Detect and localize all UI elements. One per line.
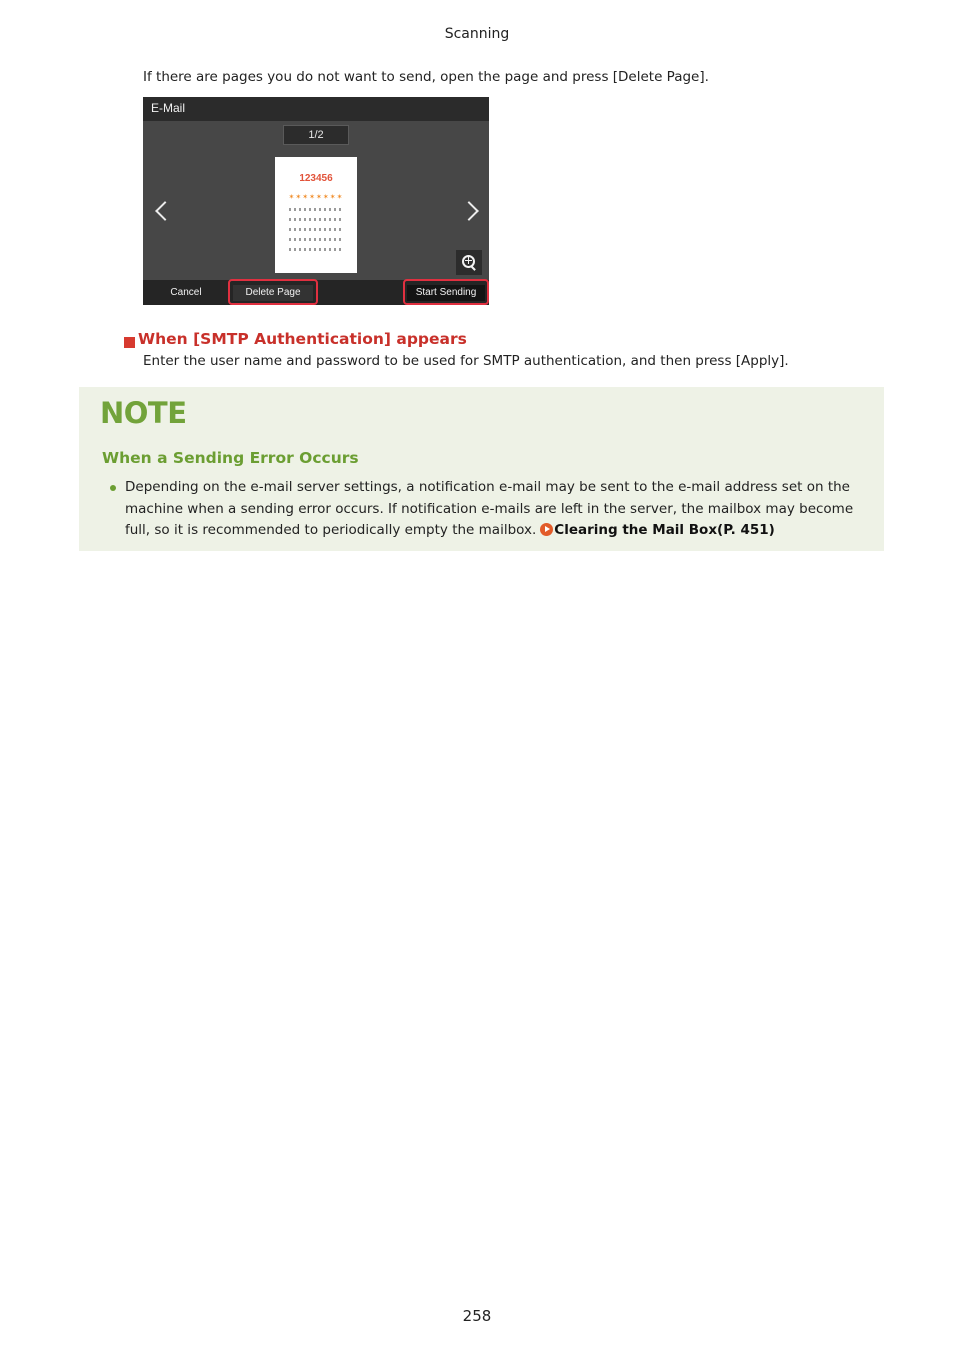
chevron-left-icon[interactable] — [155, 201, 175, 221]
note-title: NOTE — [100, 396, 187, 430]
cancel-button[interactable]: Cancel — [170, 287, 202, 298]
arrow-link-icon[interactable] — [540, 523, 553, 536]
page-counter: 1/2 — [283, 125, 349, 145]
preview-text-line — [289, 248, 343, 251]
running-header: Scanning — [444, 26, 510, 42]
note-bullet-text: Depending on the e-mail server settings, a notification e-mail may be sent to the e-mail address set on the machine when a sending error occurs. If notification e-mails are left in the server, the mailbox may become full, so it is recommended to periodically empty the mailbox. — [125, 479, 854, 538]
preview-text-line — [289, 238, 343, 241]
start-sending-button[interactable]: Start Sending — [407, 285, 485, 301]
delete-page-callout — [228, 279, 318, 305]
section-marker-icon — [124, 337, 135, 348]
page-number: 258 — [462, 1307, 492, 1325]
preview-number: 123456 — [299, 173, 333, 184]
zoom-in-icon[interactable] — [456, 250, 482, 275]
note-subheading: When a Sending Error Occurs — [102, 449, 359, 467]
note-bullet-item — [125, 477, 865, 542]
screen-title: E-Mail — [151, 101, 186, 115]
preview-text-line — [289, 228, 343, 231]
start-sending-callout — [403, 279, 489, 305]
clearing-mailbox-link[interactable]: Clearing the Mail Box(P. 451) — [554, 522, 775, 538]
page-preview — [275, 157, 357, 273]
preview-text-line — [289, 218, 343, 221]
bullet-icon — [110, 485, 116, 491]
chevron-right-icon[interactable] — [459, 201, 479, 221]
preview-text-line — [289, 208, 343, 211]
intro-instruction: If there are pages you do not want to send, open the page and press [Delete Page]. — [143, 69, 709, 85]
note-box — [79, 387, 884, 551]
delete-page-button[interactable]: Delete Page — [233, 285, 313, 301]
preview-stars: ✶✶✶✶✶✶✶✶ — [288, 194, 344, 201]
screen-title-bar — [143, 97, 489, 121]
email-preview-screen — [143, 97, 489, 305]
smtp-instruction: Enter the user name and password to be used for SMTP authentication, and then press [Apply]. — [143, 353, 789, 369]
smtp-heading: When [SMTP Authentication] appears — [138, 330, 467, 348]
